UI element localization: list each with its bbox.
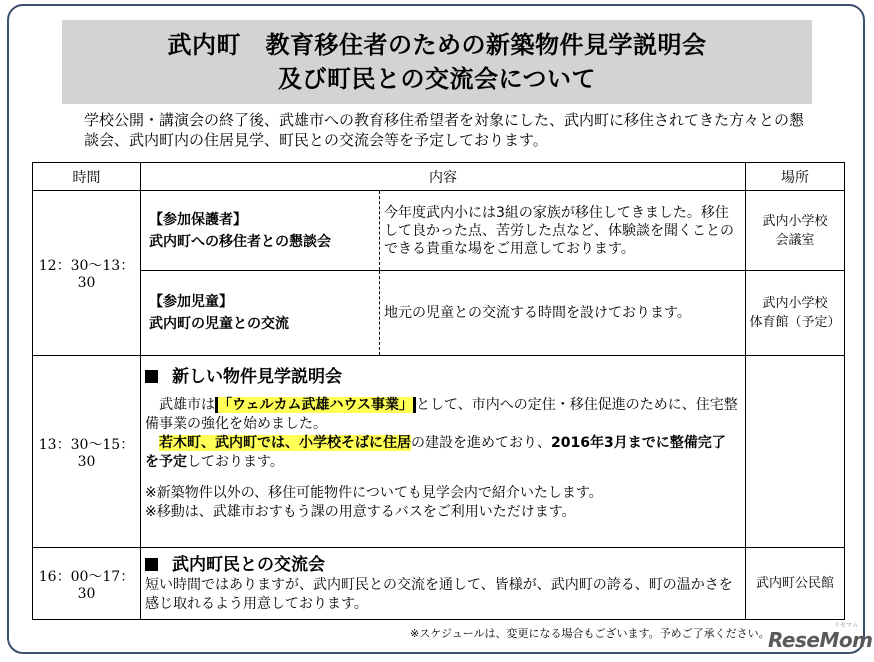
table-row: [33, 271, 845, 356]
table-row: [33, 548, 845, 620]
row1-item2-place1: 武内小学校: [762, 296, 828, 311]
row2-note2: ※移動は、武雄市おすもう課の用意するバスをご利用いただけます。: [145, 504, 576, 520]
row1-item1-label2: 武内町への移住者との懇談会: [149, 233, 331, 250]
row2-p1-pre: 武雄市は: [159, 397, 215, 413]
row1-item1-label1: 【参加保護者】: [149, 211, 247, 228]
row2-place: [746, 356, 845, 548]
square-bullet-icon: [145, 370, 158, 383]
row3-time: 16：00～17：30: [33, 548, 141, 620]
row2-p1-post: として、市内への定住・移住促進のために、住宅整備事業の強化を始めました。: [145, 397, 738, 432]
row2-para2: [141, 434, 745, 472]
title-line-2: 及び町民との交流会について: [277, 65, 597, 93]
table-row: [33, 191, 845, 271]
row1-item1-content: [141, 191, 746, 271]
row2-para1: [141, 396, 745, 434]
row3-heading-text: 武内町民との交流会: [172, 554, 325, 575]
row1-item2-place: [746, 271, 845, 356]
row1-item2-desc: 地元の児童との交流する時間を設けております。: [380, 271, 746, 355]
row2-heading: [141, 366, 745, 388]
row2-content: [141, 356, 746, 548]
row2-note1: ※新築物件以外の、移住可能物件についても見学会内で紹介いたします。: [145, 485, 603, 501]
header-place: 場所: [746, 163, 845, 191]
row1-item2-label: [141, 271, 380, 355]
intro-text: 学校公開・講演会の終了後、武雄市への教育移住希望者を対象にした、武内町に移住されてきた方々との懇談会、武内町内の住居見学、町民との交流会等を予定しております。: [84, 111, 805, 149]
row1-item1-place: [746, 191, 845, 271]
row2-p1-highlight: 「ウェルカム武雄ハウス事業」: [215, 397, 416, 413]
row1-item2-place2: 体育館（予定）: [749, 315, 841, 330]
row3-content: [141, 548, 746, 620]
row1-item1-place2: 会議室: [775, 232, 815, 248]
row2-time: 13：30～15：30: [33, 356, 141, 548]
row1-item1-label: [141, 191, 380, 270]
resemom-logo: ReseMom: [768, 628, 873, 652]
header-time: 時間: [33, 163, 141, 191]
footer-note: ※スケジュールは、変更になる場合もございます。予めご了承ください。: [410, 627, 770, 640]
row2-p2-highlight: 若木町、武内町では、小学校そばに住居: [159, 435, 411, 451]
row1-time: 12：30～13：30: [33, 191, 141, 356]
row2-p2-post: しております。: [187, 454, 284, 470]
row2-heading-text: 新しい物件見学説明会: [172, 367, 342, 387]
table-header-row: [33, 163, 845, 191]
row2-p2-bold: 2016年3月までに整備完了を予定: [145, 435, 726, 470]
row1-item2-label2: 武内町の児童との交流: [149, 316, 289, 332]
table-row: [33, 356, 845, 548]
row3-place: 武内町公民館: [746, 548, 845, 620]
row2-p2-mid: の建設を進めており、: [411, 435, 551, 451]
header-content: 内容: [141, 163, 746, 191]
row1-item2-label1: 【参加児童】: [149, 294, 233, 310]
title-line-1: 武内町 教育移住者のための新築物件見学説明会: [167, 31, 707, 59]
row1-item1-desc: 今年度武内小には3組の家族が移住してきました。移住して良かった点、苦労した点など、体験談を聞くことのできる貴重な場をご用意しております。: [380, 191, 746, 270]
schedule-table: [32, 162, 845, 620]
title-banner: [62, 20, 812, 104]
row1-item1-place1: 武内小学校: [762, 213, 828, 229]
square-bullet-icon: [145, 558, 158, 571]
logo-small-text: リセマム: [834, 622, 858, 629]
row3-desc: 短い時間ではありますが、武内町民との交流を通して、皆様が、武内町の誇る、町の温かさを感じ取れるよう用意しております。: [145, 576, 733, 612]
row1-item2-content: [141, 271, 746, 356]
row3-heading: [141, 554, 745, 576]
